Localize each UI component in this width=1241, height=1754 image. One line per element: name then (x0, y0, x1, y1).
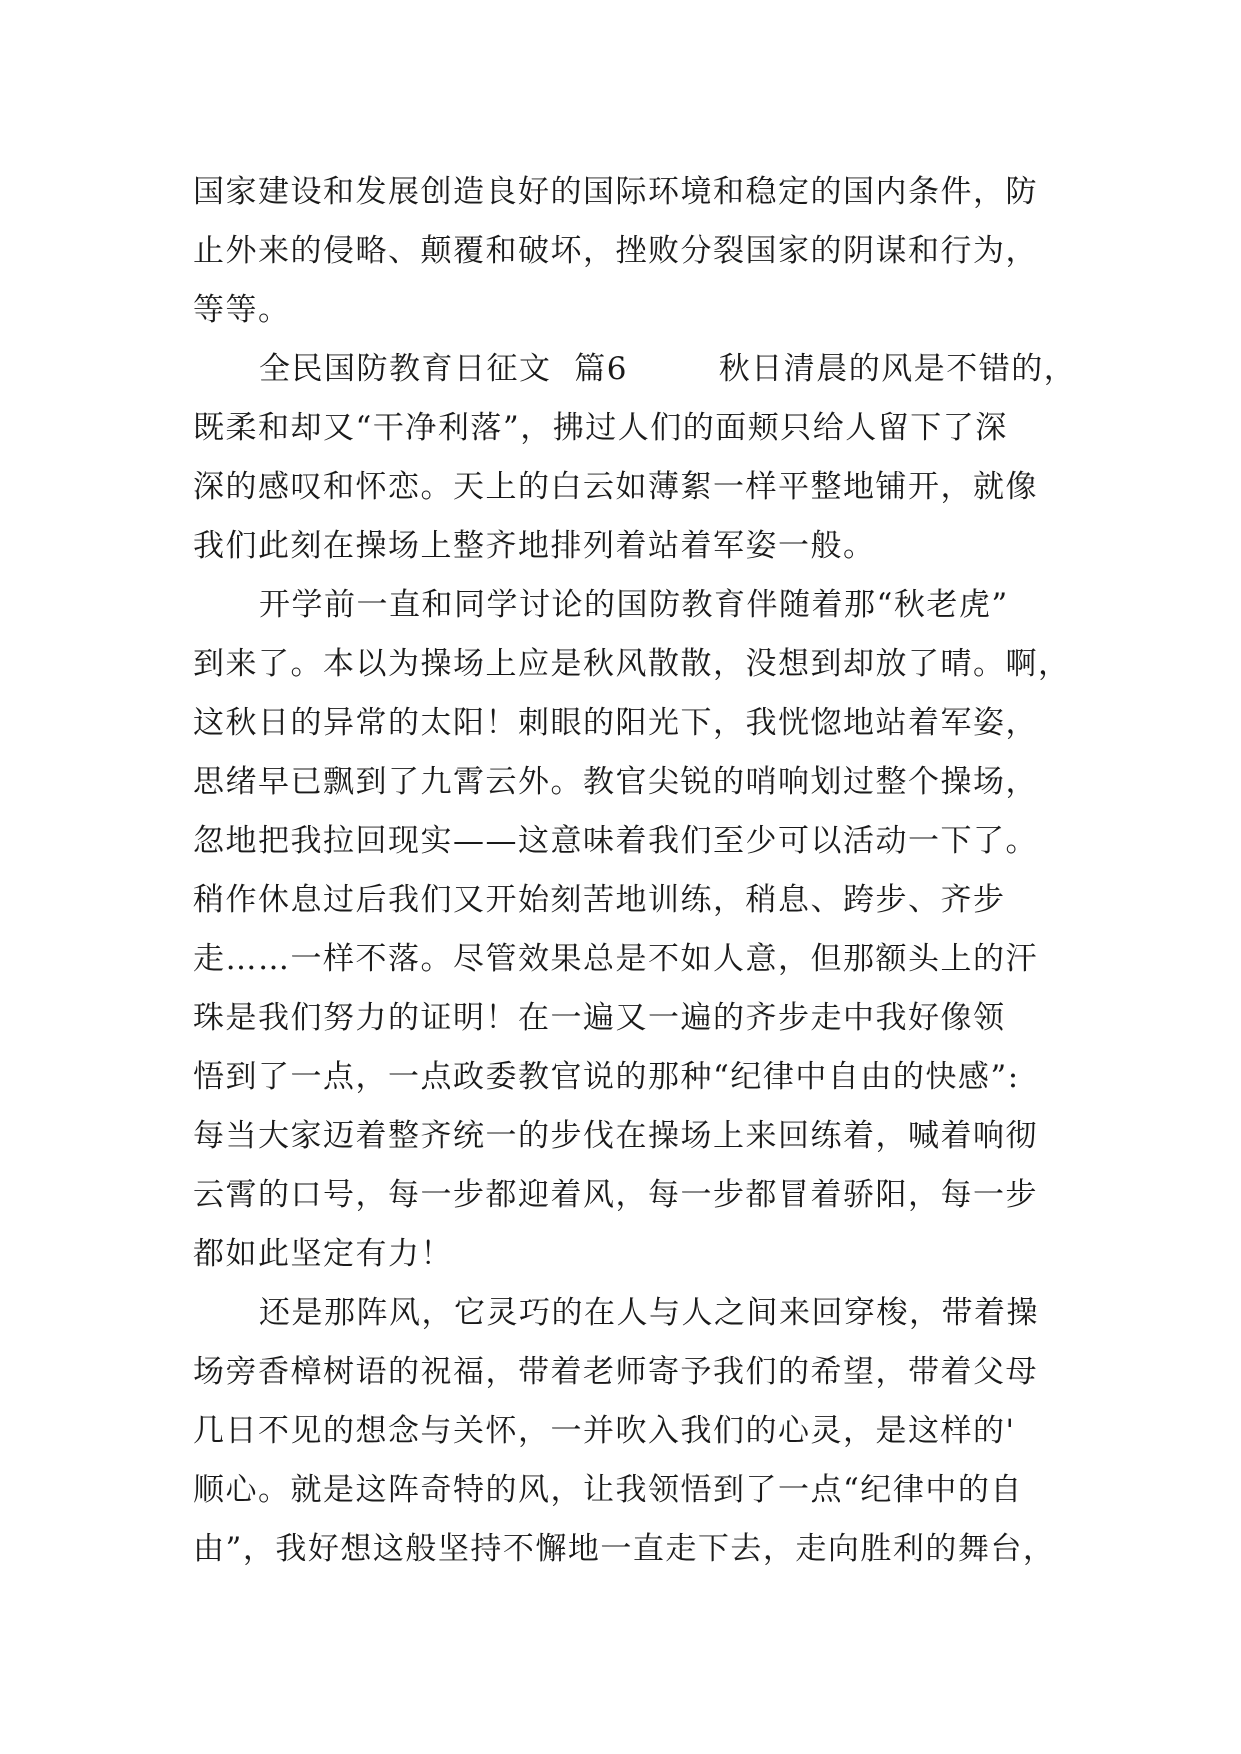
text-line: 到来了。本以为操场上应是秋风散散，没想到却放了晴。啊， (193, 646, 1071, 682)
text-line: 走……一样不落。尽管效果总是不如人意，但那额头上的汗 (193, 941, 1038, 977)
text-line: 这秋日的异常的太阳！刺眼的阳光下，我恍惚地站着军姿， (193, 705, 1038, 741)
text-line: 云霄的口号，每一步都迎着风，每一步都冒着骄阳，每一步 (193, 1177, 1038, 1213)
text-line: 忽地把我拉回现实——这意味着我们至少可以活动一下了。 (193, 823, 1038, 859)
text-line: 思绪早已飘到了九霄云外。教官尖锐的哨响划过整个操场， (193, 764, 1038, 800)
text-line: 几日不见的想念与关怀，一并吹入我们的心灵，是这样的' (193, 1413, 1016, 1449)
text-line: 稍作休息过后我们又开始刻苦地训练，稍息、跨步、齐步 (193, 882, 1006, 918)
section-heading-line: 全民国防教育日征文 篇6 秋日清晨的风是不错的， (259, 351, 1077, 387)
text-line: 既柔和却又“干净利落”，拂过人们的面颊只给人留下了深 (193, 410, 1008, 446)
text-line: 场旁香樟树语的祝福，带着老师寄予我们的希望，带着父母 (193, 1354, 1038, 1390)
paragraph-first-line: 还是那阵风，它灵巧的在人与人之间来回穿梭，带着操 (259, 1295, 1039, 1331)
text-line: 国家建设和发展创造良好的国际环境和稳定的国内条件，防 (193, 174, 1038, 210)
text-line: 每当大家迈着整齐统一的步伐在操场上来回练着，喊着响彻 (193, 1118, 1038, 1154)
document-body (193, 163, 1077, 1579)
text-line: 由”，我好想这般坚持不懈地一直走下去，走向胜利的舞台， (193, 1531, 1056, 1567)
text-line: 等等。 (193, 292, 291, 328)
text-line: 我们此刻在操场上整齐地排列着站着军姿一般。 (193, 528, 876, 564)
paragraph-first-line: 开学前一直和同学讨论的国防教育伴随着那“秋老虎” (259, 587, 1009, 623)
text-line: 珠是我们努力的证明！在一遍又一遍的齐步走中我好像领 (193, 1000, 1006, 1036)
text-line: 深的感叹和怀恋。天上的白云如薄絮一样平整地铺开，就像 (193, 469, 1038, 505)
text-line: 顺心。就是这阵奇特的风，让我领悟到了一点“纪律中的自 (193, 1472, 1023, 1508)
text-line: 悟到了一点，一点政委教官说的那种“纪律中自由的快感”: (193, 1059, 1020, 1095)
text-line: 都如此坚定有力！ (193, 1236, 453, 1272)
text-line: 止外来的侵略、颠覆和破坏，挫败分裂国家的阴谋和行为， (193, 233, 1038, 269)
